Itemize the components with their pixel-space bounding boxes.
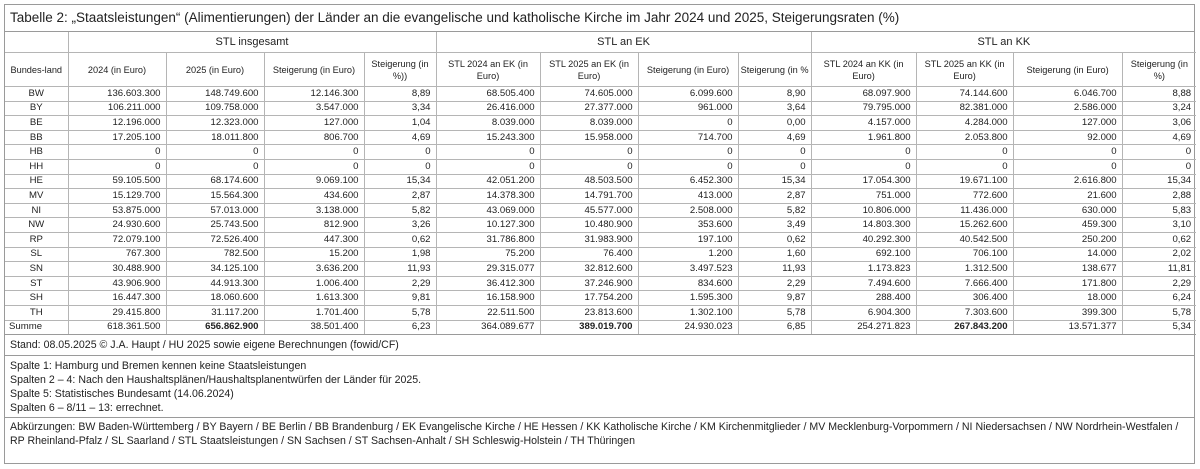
table-cell: 7.303.600 — [916, 305, 1013, 320]
table-cell: 40.542.500 — [916, 232, 1013, 247]
table-row — [5, 174, 1196, 189]
source-note: Stand: 08.05.2025 © J.A. Haupt / HU 2025 sowie eigene Berechnungen (fowid/CF) — [5, 335, 1194, 356]
table-cell: 22.511.500 — [436, 305, 540, 320]
table-cell: 0 — [436, 159, 540, 174]
table-cell: 17.754.200 — [540, 291, 638, 306]
table-cell: 5,78 — [364, 305, 436, 320]
table-cell: 0 — [68, 159, 166, 174]
column-header: STL 2024 an EK (in Euro) — [436, 53, 540, 87]
table-row — [5, 189, 1196, 204]
table-cell: 1.595.300 — [638, 291, 738, 306]
table-cell: 25.743.500 — [166, 218, 264, 233]
table-cell: 5,83 — [1122, 203, 1196, 218]
table-cell: 5,34 — [1122, 320, 1196, 335]
table-cell: 618.361.500 — [68, 320, 166, 335]
table-cell: 6.904.300 — [811, 305, 916, 320]
table-cell: 42.051.200 — [436, 174, 540, 189]
state-code: BB — [5, 130, 68, 145]
table-cell: 68.097.900 — [811, 87, 916, 102]
table-cell: 2,29 — [1122, 276, 1196, 291]
table-cell: 17.054.300 — [811, 174, 916, 189]
table-cell: 16.447.300 — [68, 291, 166, 306]
table-cell: 10.806.000 — [811, 203, 916, 218]
column-header: Steigerung (in %) — [1122, 53, 1196, 87]
table-cell: 6.046.700 — [1013, 87, 1122, 102]
table-cell: 15.200 — [264, 247, 364, 262]
table-cell: 29.415.800 — [68, 305, 166, 320]
column-header: STL 2025 an KK (in Euro) — [916, 53, 1013, 87]
table-cell: 4.284.000 — [916, 116, 1013, 131]
table-cell: 74.605.000 — [540, 87, 638, 102]
table-cell: 15.129.700 — [68, 189, 166, 204]
table-cell: 288.400 — [811, 291, 916, 306]
table-cell: 12.146.300 — [264, 87, 364, 102]
table-cell: 714.700 — [638, 130, 738, 145]
table-cell: 0 — [638, 159, 738, 174]
data-table — [5, 32, 1196, 335]
table-cell: 17.205.100 — [68, 130, 166, 145]
table-cell: 72.079.100 — [68, 232, 166, 247]
table-cell: 2,29 — [738, 276, 811, 291]
table-row — [5, 116, 1196, 131]
table-cell: 8.039.000 — [436, 116, 540, 131]
group-header-ek: STL an EK — [436, 32, 811, 53]
table-cell: 75.200 — [436, 247, 540, 262]
sum-label: Summe — [5, 320, 68, 335]
table-cell: 13.571.377 — [1013, 320, 1122, 335]
table-cell: 43.906.900 — [68, 276, 166, 291]
table-cell: 0 — [540, 159, 638, 174]
table-cell: 18.000 — [1013, 291, 1122, 306]
column-header: Steigerung (in Euro) — [264, 53, 364, 87]
abbreviations-note: Abkürzungen: BW Baden-Württemberg / BY Bayern / BE Berlin / BB Brandenburg / EK Evangelische Kirche / HE Hessen / KK Katholische Kirche / KM Kirchenmitglieder / MV Mecklenburg-Vorpommern / NI Niedersachsen / NW Nordrhein-Westfalen / RP Rheinland-Pfalz / SL Saarland / STL Staatsleistungen / SN Sachsen / ST Sachsen-Anhalt / SH Schleswig-Holstein / TH Thüringen — [10, 421, 1179, 448]
table-cell: 834.600 — [638, 276, 738, 291]
table-cell: 0 — [916, 159, 1013, 174]
table-cell: 59.105.500 — [68, 174, 166, 189]
table-cell: 3.636.200 — [264, 262, 364, 277]
table-row — [5, 145, 1196, 160]
table-cell: 6.452.300 — [638, 174, 738, 189]
table-cell: 434.600 — [264, 189, 364, 204]
table-cell: 0 — [1122, 159, 1196, 174]
table-cell: 656.862.900 — [166, 320, 264, 335]
table-row — [5, 203, 1196, 218]
table-cell: 751.000 — [811, 189, 916, 204]
table-cell: 961.000 — [638, 101, 738, 116]
table-cell: 2.053.800 — [916, 130, 1013, 145]
table-cell: 3,06 — [1122, 116, 1196, 131]
table-cell: 1,04 — [364, 116, 436, 131]
column-header-row — [5, 53, 1196, 87]
table-cell: 14.000 — [1013, 247, 1122, 262]
table-cell: 11,93 — [738, 262, 811, 277]
table-cell: 68.174.600 — [166, 174, 264, 189]
table-cell: 772.600 — [916, 189, 1013, 204]
table-cell: 31.983.900 — [540, 232, 638, 247]
table-cell: 27.377.000 — [540, 101, 638, 116]
table-cell: 706.100 — [916, 247, 1013, 262]
table-cell: 3.547.000 — [264, 101, 364, 116]
table-cell: 76.400 — [540, 247, 638, 262]
table-cell: 250.200 — [1013, 232, 1122, 247]
table-cell: 43.069.000 — [436, 203, 540, 218]
table-cell: 24.930.023 — [638, 320, 738, 335]
table-cell: 5,82 — [364, 203, 436, 218]
table-cell: 15.262.600 — [916, 218, 1013, 233]
table-cell: 3,64 — [738, 101, 811, 116]
table-row — [5, 130, 1196, 145]
table-cell: 3,26 — [364, 218, 436, 233]
state-code: TH — [5, 305, 68, 320]
table-cell: 109.758.000 — [166, 101, 264, 116]
table-cell: 15,34 — [1122, 174, 1196, 189]
table-cell: 3,24 — [1122, 101, 1196, 116]
table-cell: 254.271.823 — [811, 320, 916, 335]
column-header: STL 2025 an EK (in Euro) — [540, 53, 638, 87]
table-cell: 353.600 — [638, 218, 738, 233]
table-cell: 2,87 — [364, 189, 436, 204]
table-row — [5, 159, 1196, 174]
table-cell: 12.323.000 — [166, 116, 264, 131]
table-cell: 306.400 — [916, 291, 1013, 306]
table-cell: 7.666.400 — [916, 276, 1013, 291]
table-cell: 1.961.800 — [811, 130, 916, 145]
table-cell: 459.300 — [1013, 218, 1122, 233]
table-cell: 6.099.600 — [638, 87, 738, 102]
table-cell: 0 — [1013, 159, 1122, 174]
table-cell: 8,88 — [1122, 87, 1196, 102]
table-cell: 9,81 — [364, 291, 436, 306]
table-cell: 364.089.677 — [436, 320, 540, 335]
state-code: HH — [5, 159, 68, 174]
footnote-line: Spalte 5: Statistisches Bundesamt (14.06.2024) — [10, 388, 234, 401]
table-cell: 692.100 — [811, 247, 916, 262]
table-cell: 0,62 — [738, 232, 811, 247]
table-cell: 4.157.000 — [811, 116, 916, 131]
table-cell: 148.749.600 — [166, 87, 264, 102]
state-code: SN — [5, 262, 68, 277]
table-cell: 127.000 — [1013, 116, 1122, 131]
table-cell: 1.006.400 — [264, 276, 364, 291]
footnote-line: Spalte 1: Hamburg und Bremen kennen keine Staatsleistungen — [10, 360, 307, 373]
table-cell: 44.913.300 — [166, 276, 264, 291]
table-cell: 782.500 — [166, 247, 264, 262]
table-cell: 53.875.000 — [68, 203, 166, 218]
state-code: BW — [5, 87, 68, 102]
table-cell: 72.526.400 — [166, 232, 264, 247]
table-cell: 413.000 — [638, 189, 738, 204]
table-cell: 1.200 — [638, 247, 738, 262]
table-cell: 3.497.523 — [638, 262, 738, 277]
footnote-line: Spalten 6 – 8/11 – 13: errechnet. — [10, 402, 164, 415]
table-cell: 2.586.000 — [1013, 101, 1122, 116]
table-cell: 0 — [166, 145, 264, 160]
table-cell: 0 — [1122, 145, 1196, 160]
table-cell: 30.488.900 — [68, 262, 166, 277]
table-cell: 806.700 — [264, 130, 364, 145]
group-header-kk: STL an KK — [811, 32, 1196, 53]
table-cell: 7.494.600 — [811, 276, 916, 291]
table-cell: 68.505.400 — [436, 87, 540, 102]
table-cell: 389.019.700 — [540, 320, 638, 335]
table-cell: 0 — [166, 159, 264, 174]
table-cell: 267.843.200 — [916, 320, 1013, 335]
table-cell: 0 — [638, 116, 738, 131]
table-cell: 14.803.300 — [811, 218, 916, 233]
table-cell: 2,88 — [1122, 189, 1196, 204]
table-cell: 10.480.900 — [540, 218, 638, 233]
table-cell: 1.312.500 — [916, 262, 1013, 277]
column-header: Bundes-land — [5, 53, 68, 87]
footnote-line: Spalten 2 – 4: Nach den Haushaltsplänen/Haushaltsplanentwürfen der Länder für 2025. — [10, 374, 422, 387]
column-header: Steigerung (in Euro) — [638, 53, 738, 87]
table-cell: 812.900 — [264, 218, 364, 233]
table-cell: 26.416.000 — [436, 101, 540, 116]
table-cell: 8,90 — [738, 87, 811, 102]
table-cell: 1.701.400 — [264, 305, 364, 320]
table-row — [5, 305, 1196, 320]
table-cell: 0 — [436, 145, 540, 160]
table-cell: 11,93 — [364, 262, 436, 277]
table-cell: 6,85 — [738, 320, 811, 335]
table-cell: 57.013.000 — [166, 203, 264, 218]
table-cell: 16.158.900 — [436, 291, 540, 306]
table-cell: 0,00 — [738, 116, 811, 131]
table-cell: 0 — [811, 145, 916, 160]
table-cell: 1.613.300 — [264, 291, 364, 306]
table-cell: 2,02 — [1122, 247, 1196, 262]
table-cell: 14.378.300 — [436, 189, 540, 204]
table-cell: 9.069.100 — [264, 174, 364, 189]
state-code: BY — [5, 101, 68, 116]
state-code: NI — [5, 203, 68, 218]
table-cell: 82.381.000 — [916, 101, 1013, 116]
table-cell: 18.060.600 — [166, 291, 264, 306]
table-cell: 24.930.600 — [68, 218, 166, 233]
table-cell: 45.577.000 — [540, 203, 638, 218]
table-cell: 19.671.100 — [916, 174, 1013, 189]
table-cell: 32.812.600 — [540, 262, 638, 277]
table-cell: 3,10 — [1122, 218, 1196, 233]
state-code: HB — [5, 145, 68, 160]
table-cell: 0 — [364, 145, 436, 160]
table-cell: 37.246.900 — [540, 276, 638, 291]
group-header-empty — [5, 32, 68, 53]
table-cell: 0 — [811, 159, 916, 174]
state-code: SL — [5, 247, 68, 262]
table-cell: 0 — [264, 159, 364, 174]
state-code: ST — [5, 276, 68, 291]
column-header: STL 2024 an KK (in Euro) — [811, 53, 916, 87]
table-cell: 15.243.300 — [436, 130, 540, 145]
table-cell: 31.786.800 — [436, 232, 540, 247]
column-header: Steigerung (in %)) — [364, 53, 436, 87]
table-cell: 1,60 — [738, 247, 811, 262]
table-cell: 15,34 — [364, 174, 436, 189]
table-row — [5, 101, 1196, 116]
table-cell: 1.302.100 — [638, 305, 738, 320]
table-cell: 12.196.000 — [68, 116, 166, 131]
table-cell: 197.100 — [638, 232, 738, 247]
table-cell: 15,34 — [738, 174, 811, 189]
table-cell: 48.503.500 — [540, 174, 638, 189]
table-cell: 31.117.200 — [166, 305, 264, 320]
state-code: RP — [5, 232, 68, 247]
table-frame — [4, 4, 1195, 464]
table-cell: 8,89 — [364, 87, 436, 102]
table-cell: 0,62 — [364, 232, 436, 247]
table-cell: 36.412.300 — [436, 276, 540, 291]
sum-row — [5, 320, 1196, 335]
table-row — [5, 291, 1196, 306]
table-cell: 92.000 — [1013, 130, 1122, 145]
table-cell: 447.300 — [264, 232, 364, 247]
table-cell: 0 — [638, 145, 738, 160]
table-row — [5, 276, 1196, 291]
table-cell: 3.138.000 — [264, 203, 364, 218]
column-header: Steigerung (in Euro) — [1013, 53, 1122, 87]
table-cell: 630.000 — [1013, 203, 1122, 218]
table-cell: 0 — [738, 159, 811, 174]
table-cell: 38.501.400 — [264, 320, 364, 335]
table-cell: 6,24 — [1122, 291, 1196, 306]
table-cell: 136.603.300 — [68, 87, 166, 102]
table-cell: 6,23 — [364, 320, 436, 335]
table-cell: 2,87 — [738, 189, 811, 204]
table-cell: 4,69 — [1122, 130, 1196, 145]
table-cell: 399.300 — [1013, 305, 1122, 320]
table-cell: 5,78 — [738, 305, 811, 320]
table-cell: 127.000 — [264, 116, 364, 131]
table-cell: 0 — [738, 145, 811, 160]
footnotes — [5, 356, 1194, 418]
table-cell: 0 — [1013, 145, 1122, 160]
column-header: 2024 (in Euro) — [68, 53, 166, 87]
table-cell: 34.125.100 — [166, 262, 264, 277]
group-header-row — [5, 32, 1196, 53]
table-cell: 79.795.000 — [811, 101, 916, 116]
table-cell: 8.039.000 — [540, 116, 638, 131]
table-cell: 74.144.600 — [916, 87, 1013, 102]
table-cell: 171.800 — [1013, 276, 1122, 291]
table-cell: 106.211.000 — [68, 101, 166, 116]
state-code: HE — [5, 174, 68, 189]
table-cell: 29.315.077 — [436, 262, 540, 277]
state-code: BE — [5, 116, 68, 131]
table-cell: 3,34 — [364, 101, 436, 116]
table-cell: 11,81 — [1122, 262, 1196, 277]
state-code: NW — [5, 218, 68, 233]
table-cell: 18.011.800 — [166, 130, 264, 145]
table-cell: 5,78 — [1122, 305, 1196, 320]
table-cell: 0 — [264, 145, 364, 160]
table-cell: 3,49 — [738, 218, 811, 233]
table-cell: 11.436.000 — [916, 203, 1013, 218]
table-cell: 15.564.300 — [166, 189, 264, 204]
table-row — [5, 247, 1196, 262]
table-cell: 0 — [364, 159, 436, 174]
table-cell: 4,69 — [738, 130, 811, 145]
table-cell: 21.600 — [1013, 189, 1122, 204]
table-cell: 1.173.823 — [811, 262, 916, 277]
table-cell: 2.508.000 — [638, 203, 738, 218]
column-header: 2025 (in Euro) — [166, 53, 264, 87]
table-row — [5, 87, 1196, 102]
table-cell: 0 — [540, 145, 638, 160]
table-cell: 40.292.300 — [811, 232, 916, 247]
table-cell: 10.127.300 — [436, 218, 540, 233]
table-row — [5, 232, 1196, 247]
column-header: Steigerung (in % — [738, 53, 811, 87]
state-code: MV — [5, 189, 68, 204]
table-cell: 0 — [916, 145, 1013, 160]
table-cell: 9,87 — [738, 291, 811, 306]
table-cell: 14.791.700 — [540, 189, 638, 204]
table-cell: 0,62 — [1122, 232, 1196, 247]
table-cell: 0 — [68, 145, 166, 160]
table-row — [5, 218, 1196, 233]
table-cell: 138.677 — [1013, 262, 1122, 277]
table-title: Tabelle 2: „Staatsleistungen“ (Alimentierungen) der Länder an die evangelische und katholische Kirche im Jahr 2024 und 2025, Steigerungsraten (%) — [5, 5, 1194, 32]
table-cell: 2.616.800 — [1013, 174, 1122, 189]
table-cell: 4,69 — [364, 130, 436, 145]
table-cell: 767.300 — [68, 247, 166, 262]
table-cell: 5,82 — [738, 203, 811, 218]
table-cell: 15.958.000 — [540, 130, 638, 145]
table-cell: 2,29 — [364, 276, 436, 291]
state-code: SH — [5, 291, 68, 306]
table-row — [5, 262, 1196, 277]
table-cell: 1,98 — [364, 247, 436, 262]
table-cell: 23.813.600 — [540, 305, 638, 320]
group-header-stl: STL insgesamt — [68, 32, 436, 53]
table-body — [5, 87, 1196, 335]
